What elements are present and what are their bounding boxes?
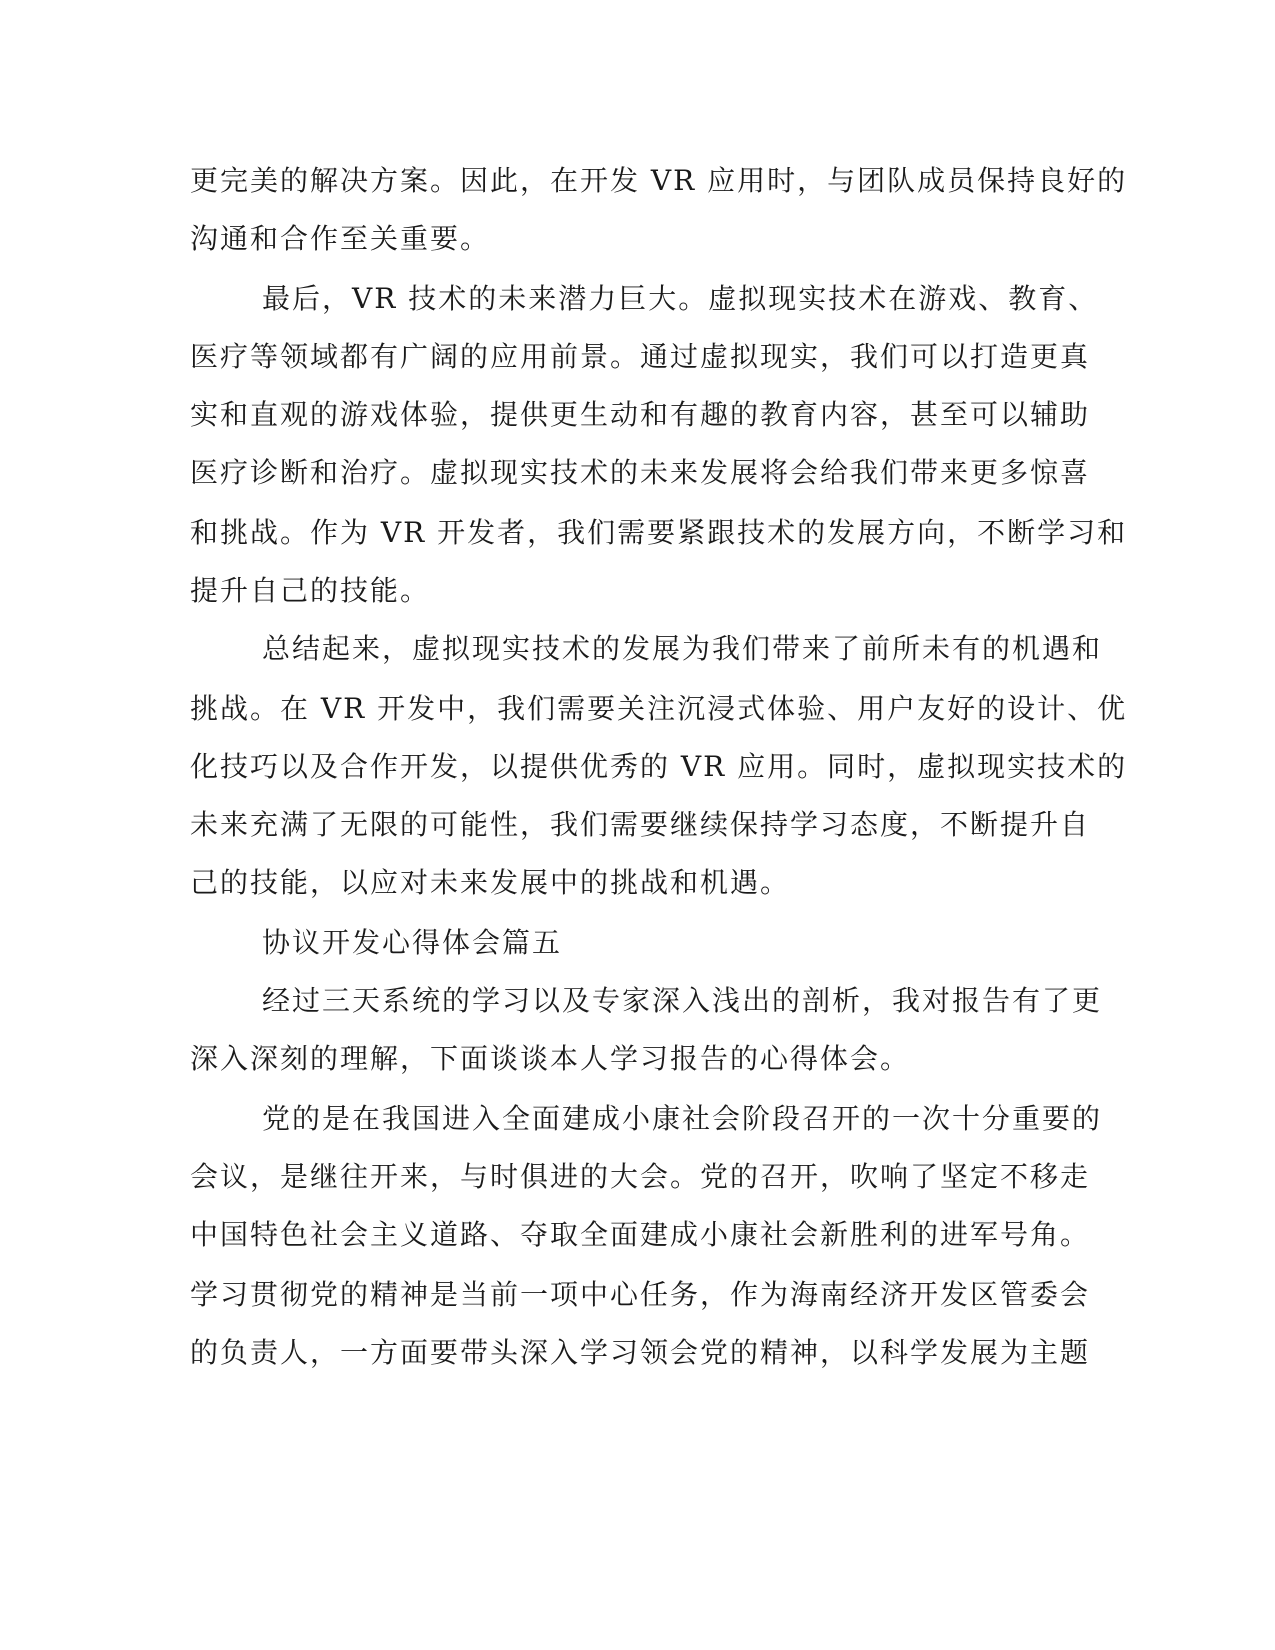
section-heading: 协议开发心得体会篇五 [262, 926, 563, 959]
text-line: 医疗等领域都有广阔的应用前景。通过虚拟现实，我们可以打造更真 [190, 340, 1091, 373]
text-line: 会议，是继往开来，与时俱进的大会。党的召开，吹响了坚定不移走 [190, 1160, 1091, 1193]
text-line: 提升自己的技能。 [190, 574, 431, 607]
text-line: 和挑战。作为 VR 开发者，我们需要紧跟技术的发展方向，不断学习和 [190, 516, 1128, 549]
text-line: 医疗诊断和治疗。虚拟现实技术的未来发展将会给我们带来更多惊喜 [190, 456, 1091, 489]
text-line: 深入深刻的理解，下面谈谈本人学习报告的心得体会。 [190, 1042, 911, 1075]
text-line: 未来充满了无限的可能性，我们需要继续保持学习态度，不断提升自 [190, 808, 1091, 841]
paragraph-start-line: 最后，VR 技术的未来潜力巨大。虚拟现实技术在游戏、教育、 [262, 282, 1099, 315]
paragraph-start-line: 总结起来，虚拟现实技术的发展为我们带来了前所未有的机遇和 [262, 632, 1103, 665]
text-line: 学习贯彻党的精神是当前一项中心任务，作为海南经济开发区管委会 [190, 1278, 1091, 1311]
text-line: 沟通和合作至关重要。 [190, 222, 491, 255]
text-line: 实和直观的游戏体验，提供更生动和有趣的教育内容，甚至可以辅助 [190, 398, 1091, 431]
text-line: 化技巧以及合作开发，以提供优秀的 VR 应用。同时，虚拟现实技术的 [190, 750, 1128, 783]
paragraph-start-line: 经过三天系统的学习以及专家深入浅出的剖析，我对报告有了更 [262, 984, 1103, 1017]
paragraph-start-line: 党的是在我国进入全面建成小康社会阶段召开的一次十分重要的 [262, 1102, 1103, 1135]
text-line: 中国特色社会主义道路、夺取全面建成小康社会新胜利的进军号角。 [190, 1218, 1091, 1251]
text-line: 的负责人，一方面要带头深入学习领会党的精神，以科学发展为主题 [190, 1336, 1091, 1369]
text-line: 更完美的解决方案。因此，在开发 VR 应用时，与团队成员保持良好的 [190, 164, 1128, 197]
text-line: 挑战。在 VR 开发中，我们需要关注沉浸式体验、用户友好的设计、优 [190, 692, 1128, 725]
text-line: 己的技能，以应对未来发展中的挑战和机遇。 [190, 866, 791, 899]
